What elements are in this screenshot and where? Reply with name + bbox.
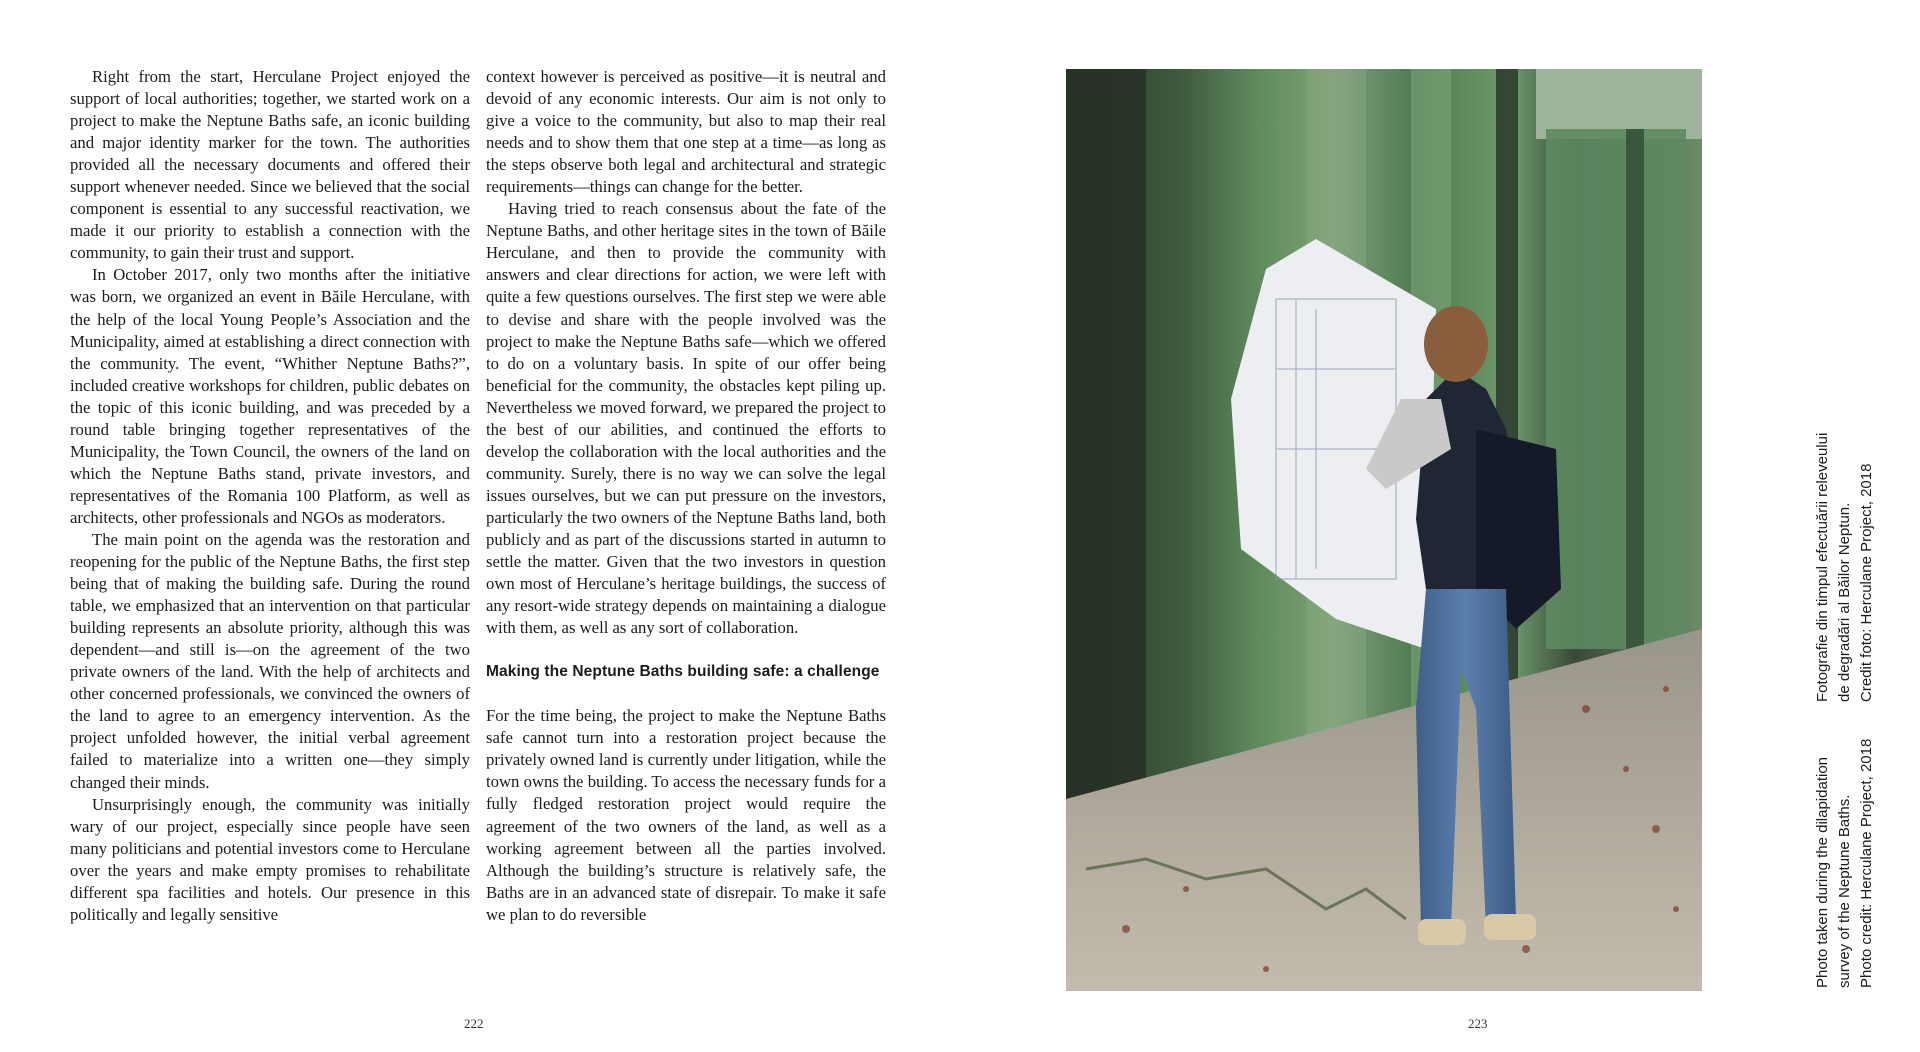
paragraph: The main point on the agenda was the restoration and reopening for the public of the Neptune Baths, the first step being that of making the building safe. During the round table, we emphasized that an intervention on that particular building represents an absolute priority, although this was dependent—and still is—on the agreement of the two private owners of the land. With the help of architects and other concerned professionals, we convinced the owners of the land to agree to an emergency intervention. As the project unfolded however, the initial verbal agreement failed to materialize into a written one—they simply changed their minds.: [70, 529, 470, 792]
caption-line: de degradări al Băilor Neptun.: [1836, 502, 1853, 702]
paragraph: context however is perceived as positive—it is neutral and devoid of any economic interests. Our aim is not only to give a voice to the community, but also to map their real needs and to show them that one step at a time—as long as the steps observe both legal and architectural and strategic requirements—things can change for the better.: [486, 67, 886, 197]
caption-line: Photo taken during the dilapidation: [1814, 756, 1831, 988]
photo-illustration: [1066, 69, 1702, 991]
paragraph: In October 2017, only two months after the initiative was born, we organized an event in Băile Herculane, with the help of the local Young People’s Association and the Municipality, aimed at establishing a direct connection with the community. The event, “Whither Neptune Baths?”, included creative workshops for children, public debates on the topic of this iconic building, and was preceded by a round table bringing together representatives of the Municipality, the Town Council, the owners of the land on which the Neptune Baths stand, private investors, and representatives of the Romania 100 Platform, as well as architects, other professionals and NGOs as moderators.: [70, 265, 470, 527]
left-text-column: [70, 66, 470, 926]
page-number-right: 223: [1468, 1016, 1488, 1031]
caption-line: Photo credit: Herculane Project, 2018: [1858, 738, 1875, 988]
paragraph: Unsurprisingly enough, the community was initially wary of our project, especially since people have seen many politicians and potential investors come to Herculane over the years and make empty promises to rehabilitate different spa facilities and hotels. Our presence in this politically and legally sensitive: [70, 794, 470, 924]
caption-line: Fotografie din timpul efectuării releveului: [1814, 432, 1831, 702]
photo-caption-romanian: [1812, 433, 1878, 702]
paragraph: Having tried to reach consensus about the fate of the Neptune Baths, and other heritage sites in the town of Băile Herculane, and then to provide the community with answers and clear directions for action, we were left with quite a few questions ourselves. The first step we were able to devise and share with the people involved was the project to make the Neptune Baths safe—which we offered to do on a voluntary basis. In spite of our offer being beneficial for the community, the obstacles kept piling up. Nevertheless we moved forward, we prepared the project to the best of our abilities, and continued the efforts to develop the collaboration with the local authorities and the community. Surely, there is no way we can solve the legal issues ourselves, but we can put pressure on the investors, particularly the two owners of the Neptune Baths land, both publicly and as part of the discussions started in autumn to settle the matter. Given that the two investors in question own most of Herculane’s heritage buildings, the success of any resort-wide strategy depends on maintaining a dialogue with them, as well as any sort of collaboration.: [486, 199, 886, 638]
photo-caption-english: [1812, 739, 1878, 988]
caption-line: Credit foto: Herculane Project, 2018: [1858, 463, 1875, 702]
middle-text-column: [486, 66, 886, 926]
page-number-left: 222: [464, 1016, 484, 1031]
caption-line: survey of the Neptune Baths.: [1836, 794, 1853, 988]
paragraph: For the time being, the project to make the Neptune Baths safe cannot turn into a restoration project because the privately owned land is currently under litigation, while the town owns the building. To access the necessary funds for a fully fledged restoration project would require the agreement of the two owners of the land, as well as a working agreement between all the parties involved. Although the building’s structure is relatively safe, the Baths are in an advanced state of disrepair. To make it safe we plan to do reversible: [486, 706, 886, 924]
photograph: [1066, 69, 1702, 991]
paragraph: Right from the start, Herculane Project enjoyed the support of local authorities; together, we started work on a project to make the Neptune Baths safe, an iconic building and major identity marker for the town. The authorities provided all the necessary documents and offered their support whenever needed. Since we believed that the social component is essential to any successful reactivation, we made it our priority to establish a connection with the community, to gain their trust and support.: [70, 67, 470, 263]
section-subheading: Making the Neptune Baths building safe: a challenge: [486, 663, 880, 681]
